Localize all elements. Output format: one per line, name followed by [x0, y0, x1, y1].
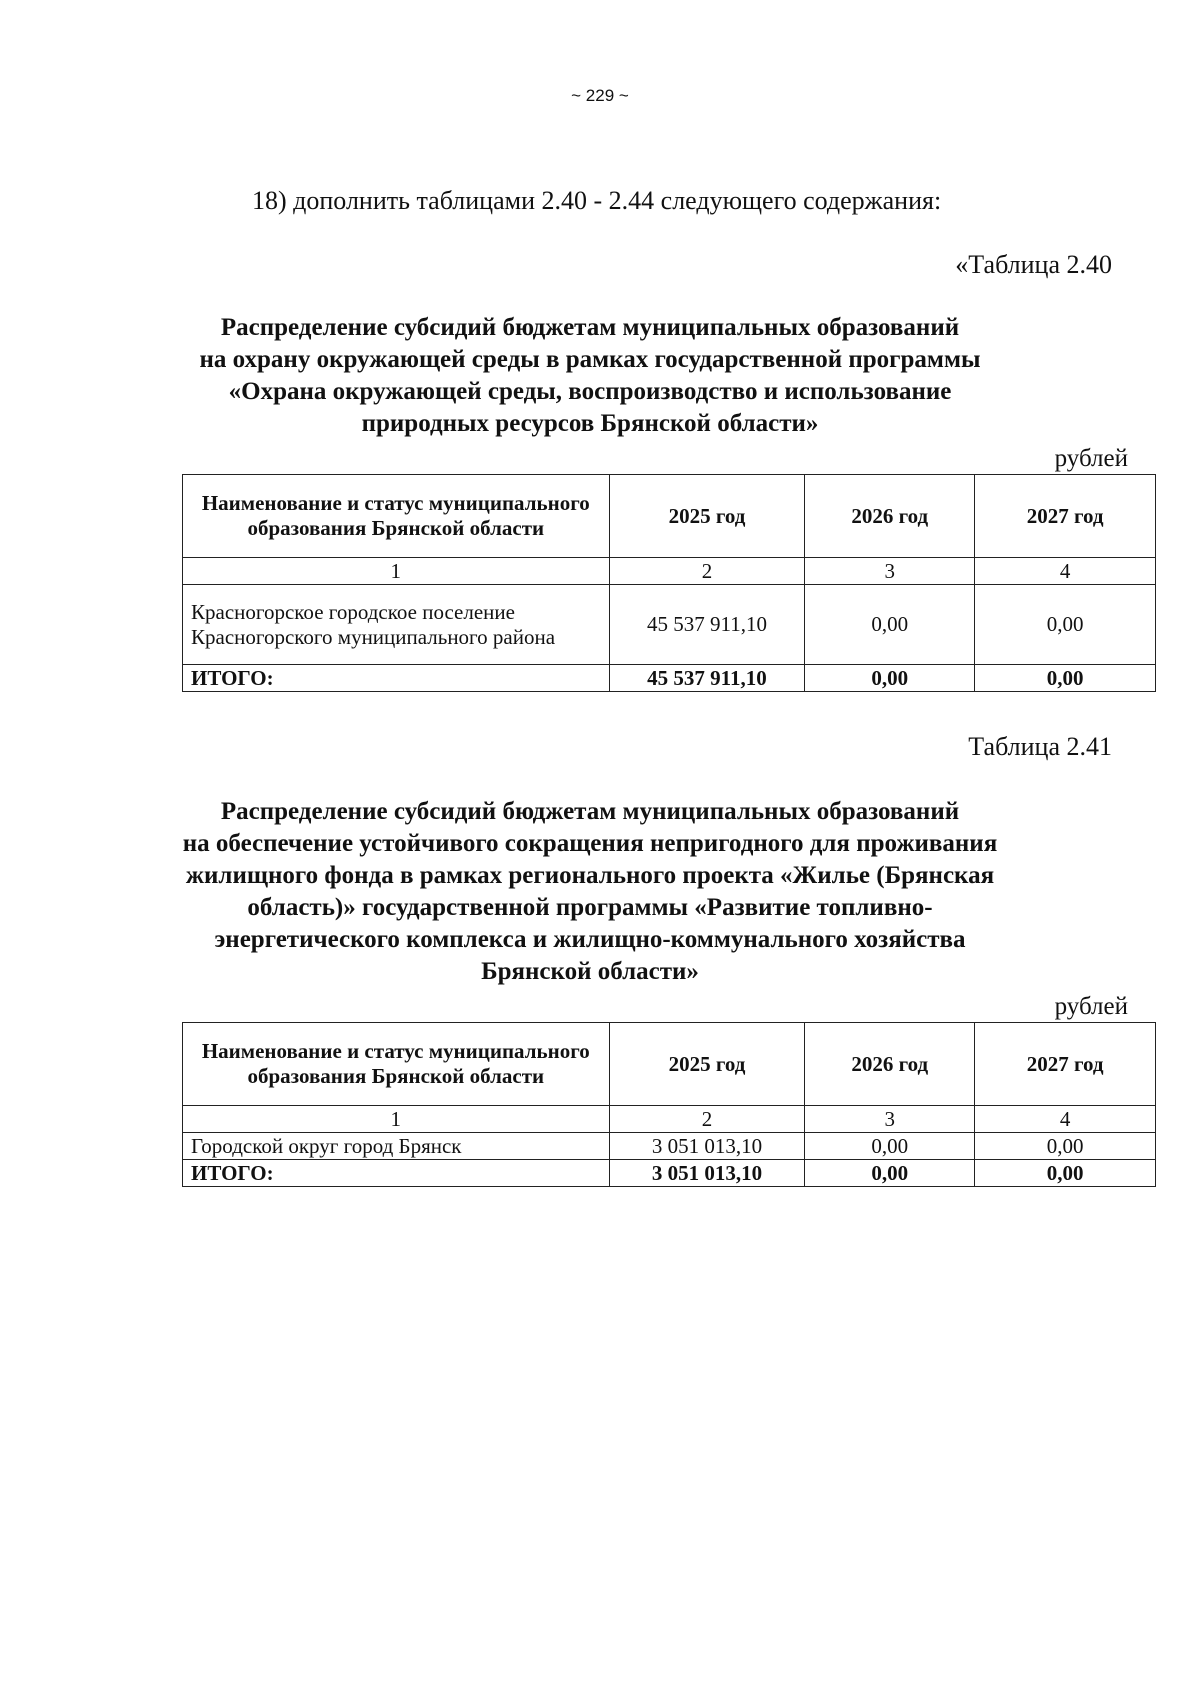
table-row	[183, 1133, 1156, 1160]
table-title-line: «Охрана окружающей среды, воспроизводство и использование	[228, 378, 952, 405]
table-header-row	[183, 475, 1156, 558]
table-row	[183, 585, 1156, 665]
column-number: 2	[609, 1106, 805, 1133]
column-number: 3	[805, 1106, 975, 1133]
total-2026: 0,00	[805, 1160, 975, 1187]
column-number: 1	[183, 1106, 610, 1133]
intro-text: 18) дополнить таблицами 2.40 - 2.44 следующего содержания:	[252, 186, 942, 215]
column-number: 1	[183, 558, 610, 585]
table-title-line: природных ресурсов Брянской области»	[361, 410, 819, 437]
unit-label: рублей	[1054, 445, 1128, 472]
header-2027: 2027 год	[975, 475, 1156, 558]
table-title	[160, 312, 1020, 440]
header-2025: 2025 год	[609, 475, 805, 558]
header-2026: 2026 год	[805, 475, 975, 558]
table-title-line: Брянской области»	[481, 958, 699, 985]
header-2025: 2025 год	[609, 1023, 805, 1106]
column-number-row	[183, 558, 1156, 585]
total-label: ИТОГО:	[183, 665, 610, 692]
table-title-line: энергетического комплекса и жилищно-коммунального хозяйства	[214, 926, 966, 953]
table-title	[160, 796, 1020, 988]
table-title-line: Распределение субсидий бюджетам муниципальных образований	[220, 314, 960, 341]
table-title-line: Распределение субсидий бюджетам муниципальных образований	[220, 798, 960, 825]
table-title-line: жилищного фонда в рамках регионального проекта «Жилье (Брянская	[185, 862, 995, 889]
column-number-row	[183, 1106, 1156, 1133]
total-row	[183, 1160, 1156, 1187]
value-2026: 0,00	[805, 585, 975, 665]
unit-label: рублей	[1054, 993, 1128, 1020]
header-name: Наименование и статус муниципального образования Брянской области	[183, 475, 610, 558]
total-2025: 3 051 013,10	[609, 1160, 805, 1187]
table-title-line: на обеспечение устойчивого сокращения непригодного для проживания	[182, 830, 998, 857]
table-title-line: на охрану окружающей среды в рамках государственной программы	[199, 346, 981, 373]
table-label: «Таблица 2.40	[955, 250, 1112, 279]
total-2027: 0,00	[975, 1160, 1156, 1187]
subsidy-table	[182, 474, 1156, 692]
header-2026: 2026 год	[805, 1023, 975, 1106]
header-2027: 2027 год	[975, 1023, 1156, 1106]
table-label: Таблица 2.41	[968, 732, 1112, 761]
value-2027: 0,00	[975, 1133, 1156, 1160]
column-number: 3	[805, 558, 975, 585]
column-number: 4	[975, 1106, 1156, 1133]
table-header-row	[183, 1023, 1156, 1106]
value-2026: 0,00	[805, 1133, 975, 1160]
value-2025: 45 537 911,10	[609, 585, 805, 665]
total-label: ИТОГО:	[183, 1160, 610, 1187]
municipality-name: Городской округ город Брянск	[183, 1133, 610, 1160]
total-row	[183, 665, 1156, 692]
total-2026: 0,00	[805, 665, 975, 692]
municipality-name: Красногорское городское поселение Красногорского муниципального района	[183, 585, 610, 665]
page-number: ~ 229 ~	[571, 86, 629, 105]
column-number: 4	[975, 558, 1156, 585]
table-title-line: область)» государственной программы «Развитие топливно-	[247, 894, 933, 921]
header-name: Наименование и статус муниципального образования Брянской области	[183, 1023, 610, 1106]
total-2025: 45 537 911,10	[609, 665, 805, 692]
subsidy-table	[182, 1022, 1156, 1187]
column-number: 2	[609, 558, 805, 585]
value-2025: 3 051 013,10	[609, 1133, 805, 1160]
value-2027: 0,00	[975, 585, 1156, 665]
total-2027: 0,00	[975, 665, 1156, 692]
